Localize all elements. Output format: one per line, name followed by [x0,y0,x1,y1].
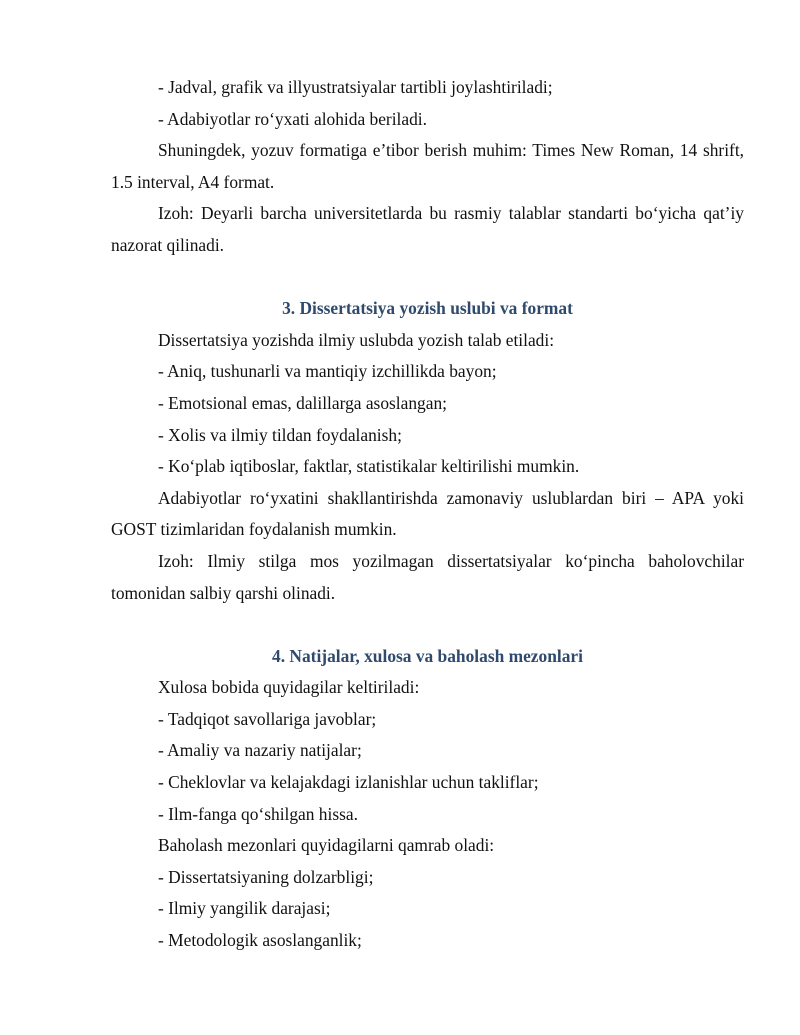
list-item: - Emotsional emas, dalillarga asoslangan; [158,392,447,413]
list-item: - Tadqiqot savollariga javoblar; [158,708,377,729]
format-note-paragraph: Shuningdek, yozuv formatiga e’tibor berish muhim: Times New Roman, 14 shrift, 1.5 interval, A4 format. [111,140,744,192]
note-paragraph: Izoh: Deyarli barcha universitetlarda bu rasmiy talablar standarti bo‘yicha qat’iy nazorat qilinadi. [111,203,744,255]
list-item: - Adabiyotlar ro‘yxati alohida beriladi. [158,108,427,129]
intro-paragraph: Xulosa bobida quyidagilar keltiriladi: [158,677,420,698]
list-item: - Ko‘plab iqtiboslar, faktlar, statistikalar keltirilishi mumkin. [158,456,580,477]
note-paragraph: Izoh: Ilmiy stilga mos yozilmagan dissertatsiyalar ko‘pincha baholovchilar tomonidan salbiy qarshi olinadi. [111,550,744,603]
page-content [111,72,744,957]
list-item: - Aniq, tushunarli va mantiqiy izchillikda bayon; [158,361,497,382]
intro-paragraph: Dissertatsiya yozishda ilmiy uslubda yozish talab etiladi: [158,329,555,350]
section-heading: 3. Dissertatsiya yozish uslubi va format [282,298,573,319]
list-item: - Xolis va ilmiy tildan foydalanish; [158,424,402,445]
list-item: - Ilm-fanga qo‘shilgan hissa. [158,803,358,824]
section-heading: 4. Natijalar, xulosa va baholash mezonlari [272,645,583,666]
list-item: - Dissertatsiyaning dolzarbligi; [158,866,374,887]
criteria-intro-paragraph: Baholash mezonlari quyidagilarni qamrab oladi: [158,835,495,856]
list-item: - Ilmiy yangilik darajasi; [158,898,331,919]
list-item: - Jadval, grafik va illyustratsiyalar tartibli joylashtiriladi; [158,77,553,97]
list-item: - Metodologik asoslanganlik; [158,930,362,951]
references-note-paragraph: Adabiyotlar ro‘yxatini shakllantirishda zamonaviy uslublardan biri – APA yoki GOST tizimlaridan foydalanish mumkin. [111,487,744,540]
list-item: - Amaliy va nazariy natijalar; [158,740,362,761]
list-item: - Cheklovlar va kelajakdagi izlanishlar uchun takliflar; [158,772,539,793]
